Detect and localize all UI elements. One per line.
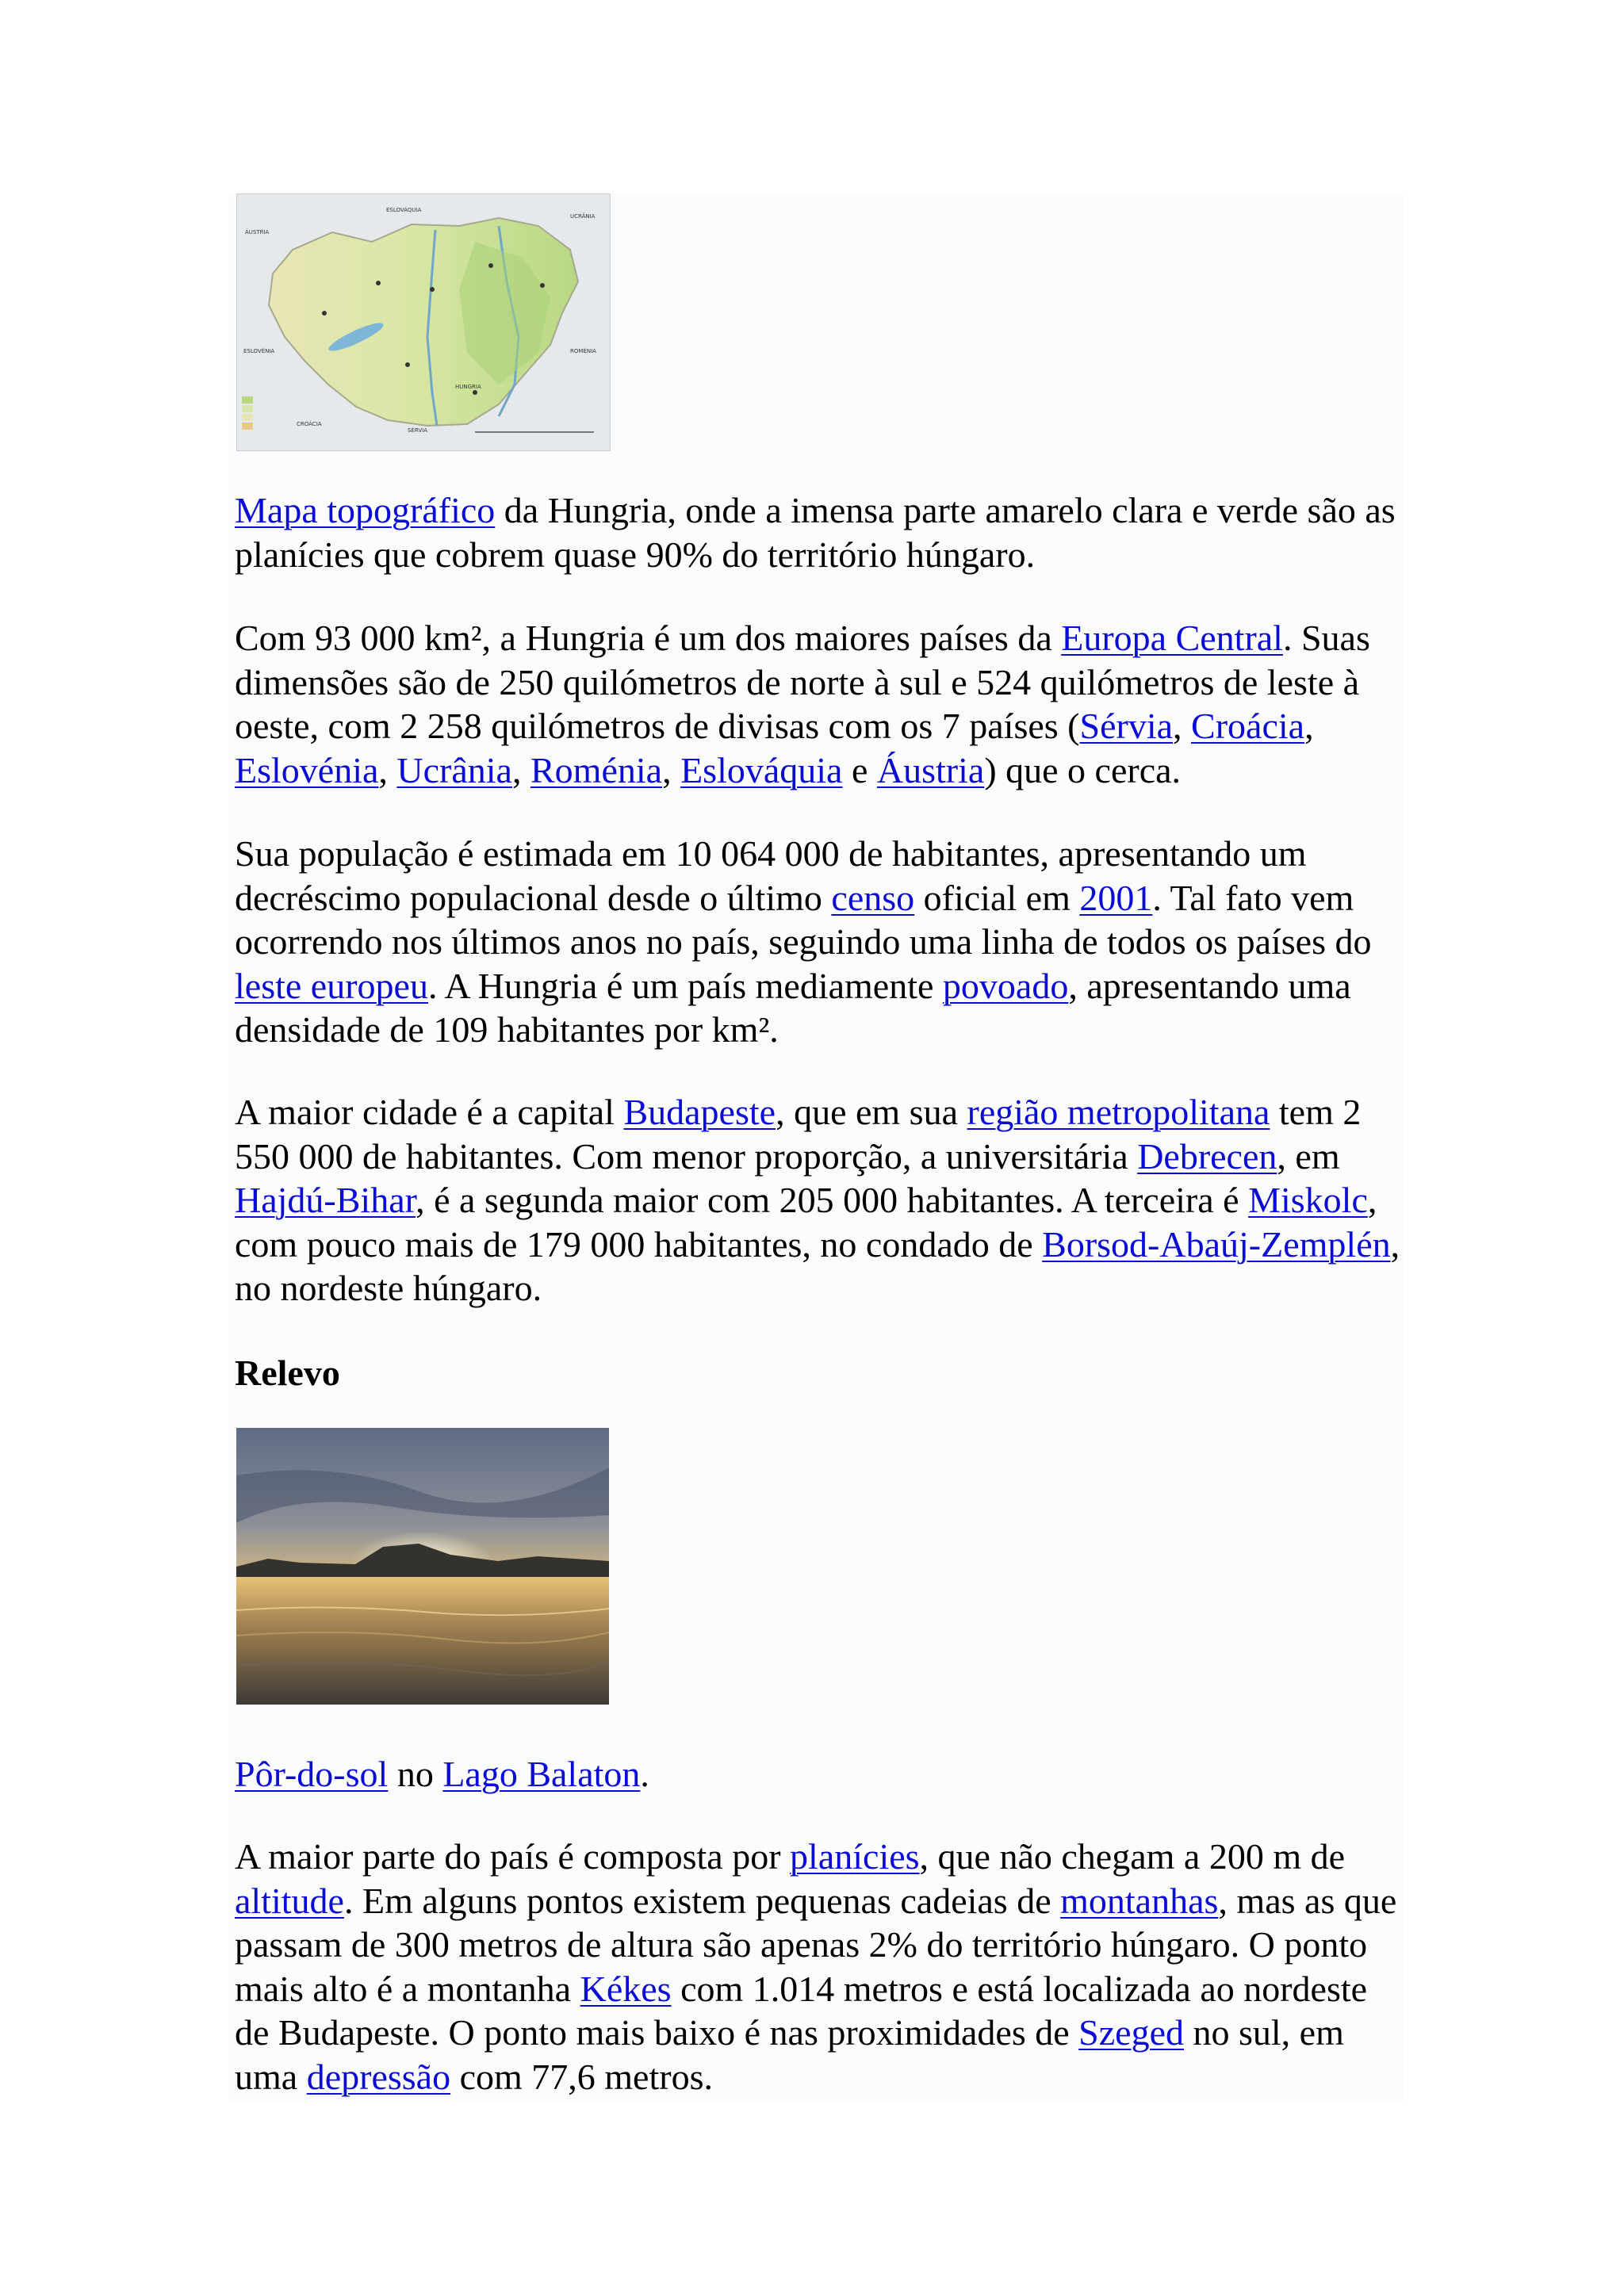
photo-caption-text: . — [640, 1754, 649, 1794]
link-censo[interactable]: censo — [831, 877, 915, 918]
link-regiao-metropolitana[interactable]: região metropolitana — [967, 1092, 1270, 1132]
para2-text: , apresentando uma densidade de 109 habitantes por km². — [235, 965, 1351, 1050]
photo-caption-text: no — [388, 1754, 443, 1794]
link-croacia[interactable]: Croácia — [1191, 706, 1305, 746]
para1-text: ) que o cerca. — [984, 749, 1182, 790]
map-label-slovakia: ESLOVÁQUIA — [386, 207, 422, 213]
para1-text: , — [511, 749, 530, 790]
para3-text: , é a segunda maior com 205 000 habitantes. A terceira é — [416, 1180, 1249, 1220]
paragraph-relief — [235, 1835, 1400, 2099]
link-debrecen[interactable]: Debrecen — [1137, 1135, 1277, 1177]
para3-text: tem 2 550 000 de habitantes. Com menor proporção, a universitária — [235, 1092, 1362, 1177]
para4-text: com 1.014 metros e está localizada ao nordeste de Budapeste. O ponto mais baixo é nas proximidades de — [235, 1968, 1368, 2053]
map-svg — [237, 194, 610, 450]
para1-text: , — [662, 749, 681, 790]
link-depressao[interactable]: depressão — [306, 2056, 451, 2097]
para4-text: , mas as que passam de 300 metros de altura são apenas 2% do território húngaro. O ponto mais alto é a montanha — [235, 1880, 1397, 2009]
para1-text: e — [842, 749, 877, 790]
photo-caption — [235, 1752, 1400, 1797]
link-altitude[interactable]: altitude — [235, 1880, 344, 1921]
map-label-romania: ROMÉNIA — [570, 348, 596, 354]
para1-text: , — [378, 749, 397, 790]
topographic-map-image[interactable] — [236, 193, 611, 451]
link-miskolc[interactable]: Miskolc — [1248, 1180, 1368, 1220]
map-label-croatia: CROÁCIA — [297, 421, 322, 427]
para3-text: , no nordeste húngaro. — [235, 1223, 1400, 1308]
map-caption-text: da Hungria, onde a imensa parte amarelo clara e verde são as planícies que cobrem quase 90% do território húngaro. — [235, 490, 1396, 575]
link-romenia[interactable]: Roménia — [530, 749, 663, 790]
link-hajdu-bihar[interactable]: Hajdú-Bihar — [235, 1180, 416, 1220]
para3-text: , que em sua — [776, 1092, 967, 1132]
link-lago-balaton[interactable]: Lago Balaton — [442, 1754, 641, 1794]
paragraph-area — [235, 616, 1400, 792]
para2-text: oficial em — [914, 877, 1080, 918]
para4-text: no sul, em uma — [235, 2012, 1344, 2097]
para2-text: Sua população é estimada em 10 064 000 de habitantes, apresentando um decréscimo populacional desde o último — [235, 833, 1307, 918]
link-szeged[interactable]: Szeged — [1078, 2012, 1184, 2053]
para2-text: . A Hungria é um país mediamente — [427, 965, 943, 1006]
map-label-austria: ÁUSTRIA — [245, 229, 270, 235]
map-caption — [235, 488, 1400, 576]
link-por-do-sol[interactable]: Pôr-do-sol — [235, 1754, 389, 1794]
link-eslovaquia[interactable]: Eslováquia — [680, 749, 843, 790]
map-label-ukraine: UCRÂNIA — [570, 213, 596, 220]
link-austria[interactable]: Áustria — [876, 749, 985, 790]
paragraph-cities — [235, 1090, 1400, 1311]
link-leste-europeu[interactable]: leste europeu — [235, 965, 428, 1006]
para1-text: , — [1304, 706, 1314, 746]
map-label-hungary: HUNGRIA — [455, 384, 481, 390]
link-planicies[interactable]: planícies — [790, 1836, 920, 1877]
link-ucrania[interactable]: Ucrânia — [396, 749, 512, 790]
para3-text: A maior cidade é a capital — [235, 1092, 624, 1132]
para4-text: . Em alguns pontos existem pequenas cadeias de — [343, 1880, 1061, 1921]
para4-text: , que não chegam a 200 m de — [919, 1836, 1346, 1877]
link-2001[interactable]: 2001 — [1079, 877, 1153, 918]
link-budapeste[interactable]: Budapeste — [623, 1092, 776, 1132]
para4-text: com 77,6 metros. — [450, 2056, 713, 2097]
link-servia[interactable]: Sérvia — [1079, 706, 1174, 746]
para1-text: . Suas dimensões são de 250 quilómetros de norte à sul e 524 quilómetros de leste à oeste, com 2 258 quilómetros de divisas com os 7 países ( — [235, 618, 1370, 746]
sunset-svg — [236, 1428, 609, 1705]
para3-text: , em — [1277, 1135, 1340, 1177]
link-eslovenia[interactable]: Eslovénia — [235, 749, 379, 790]
map-label-serbia: SÉRVIA — [408, 427, 427, 434]
link-montanhas[interactable]: montanhas — [1060, 1880, 1219, 1921]
para4-text: A maior parte do país é composta por — [235, 1836, 791, 1877]
link-povoado[interactable]: povoado — [942, 965, 1069, 1006]
map-label-slovenia: ESLOVÉNIA — [243, 348, 275, 354]
section-heading-relevo: Relevo — [235, 1353, 340, 1393]
para2-text: . Tal fato vem ocorrendo nos últimos anos no país, seguindo uma linha de todos os países do — [235, 877, 1372, 962]
link-mapa-topografico[interactable]: Mapa topográfico — [235, 490, 496, 530]
para1-text: , — [1173, 706, 1192, 746]
para1-text: Com 93 000 km², a Hungria é um dos maiores países da — [235, 618, 1062, 658]
link-kekes[interactable]: Kékes — [580, 1968, 672, 2009]
link-borsod-abauj-zemplen[interactable]: Borsod-Abaúj-Zemplén — [1042, 1223, 1391, 1265]
balaton-sunset-image[interactable] — [236, 1428, 609, 1705]
paragraph-population — [235, 832, 1400, 1052]
link-europa-central[interactable]: Europa Central — [1061, 618, 1283, 658]
para3-text: , com pouco mais de 179 000 habitantes, no condado de — [235, 1180, 1377, 1265]
